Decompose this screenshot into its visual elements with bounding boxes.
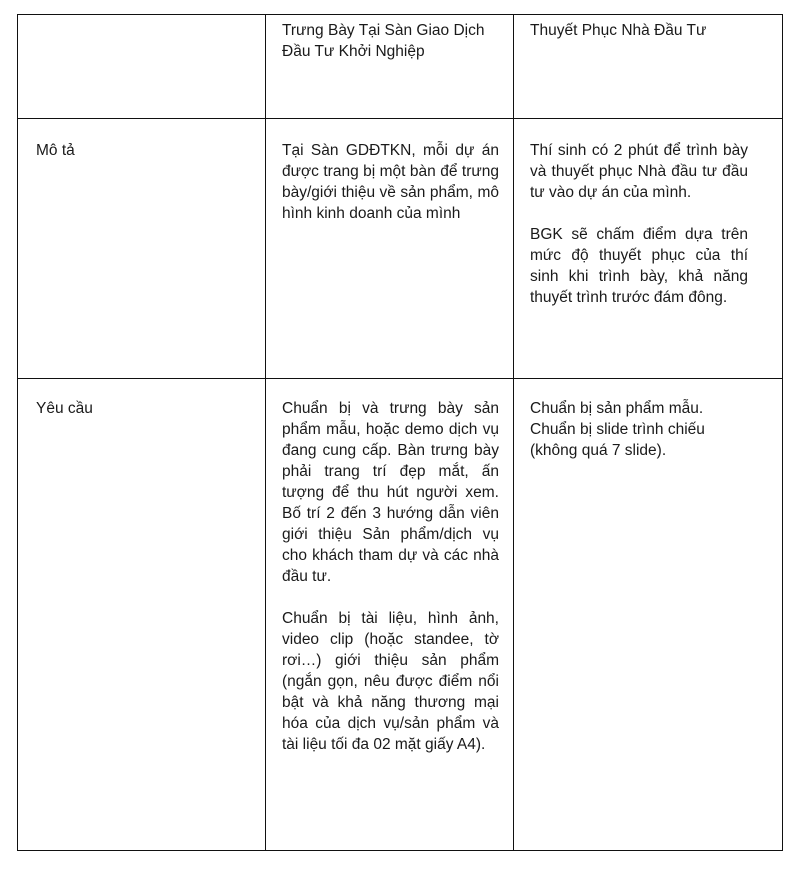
table-header-row <box>18 15 783 119</box>
header-pitch-title: Thuyết Phục Nhà Đầu Tư <box>530 22 707 39</box>
requirements-booth-cell <box>266 379 514 851</box>
requirements-pitch-line: Chuẩn bị slide trình chiếu (không quá 7 slide). <box>530 421 705 459</box>
requirements-booth-paragraph: Chuẩn bị tài liệu, hình ảnh, video clip (hoặc standee, tờ rơi…) giới thiệu sản phẩm (ngắn gọn, nêu được điểm nổi bật và khả năng thương mại hóa của dịch vụ/sản phẩm và tài liệu tối đa 02 mặt giấy A4). <box>282 610 499 753</box>
requirements-row <box>18 379 783 851</box>
comparison-table <box>17 14 783 851</box>
requirements-pitch-cell <box>514 379 783 851</box>
description-pitch-content <box>514 119 782 308</box>
description-pitch-paragraph: BGK sẽ chấm điểm dựa trên mức độ thuyết phục của thí sinh khi trình bày, khả năng thuyết trình trước đám đông. <box>530 226 748 306</box>
description-row <box>18 119 783 379</box>
description-label: Mô tả <box>36 142 75 159</box>
description-pitch-paragraph: Thí sinh có 2 phút để trình bày và thuyết phục Nhà đầu tư đầu tư vào dự án của mình. <box>530 142 748 201</box>
header-pitch-cell <box>514 15 783 119</box>
description-booth-cell <box>266 119 514 379</box>
description-label-cell <box>18 119 266 379</box>
description-pitch-cell <box>514 119 783 379</box>
requirements-label-cell <box>18 379 266 851</box>
description-booth-text: Tại Sàn GDĐTKN, mỗi dự án được trang bị một bàn để trưng bày/giới thiệu về sản phẩm, mô hình kinh doanh của mình <box>282 142 499 222</box>
header-corner-cell <box>18 15 266 119</box>
requirements-booth-paragraph: Chuẩn bị và trưng bày sản phẩm mẫu, hoặc demo dịch vụ đang cung cấp. Bàn trưng bày phải trang trí đẹp mắt, ấn tượng để thu hút người xem. Bố trí 2 đến 3 hướng dẫn viên giới thiệu Sản phẩm/dịch vụ cho khách tham dự và các nhà đầu tư. <box>282 400 499 585</box>
requirements-booth-content <box>266 379 513 755</box>
header-booth-cell <box>266 15 514 119</box>
header-corner-text <box>18 15 265 20</box>
requirements-label: Yêu cầu <box>36 400 93 417</box>
requirements-pitch-line: Chuẩn bị sản phẩm mẫu. <box>530 400 704 417</box>
requirements-pitch-content <box>514 379 782 461</box>
header-booth-title: Trưng Bày Tại Sàn Giao Dịch Đầu Tư Khởi Nghiệp <box>282 22 485 60</box>
